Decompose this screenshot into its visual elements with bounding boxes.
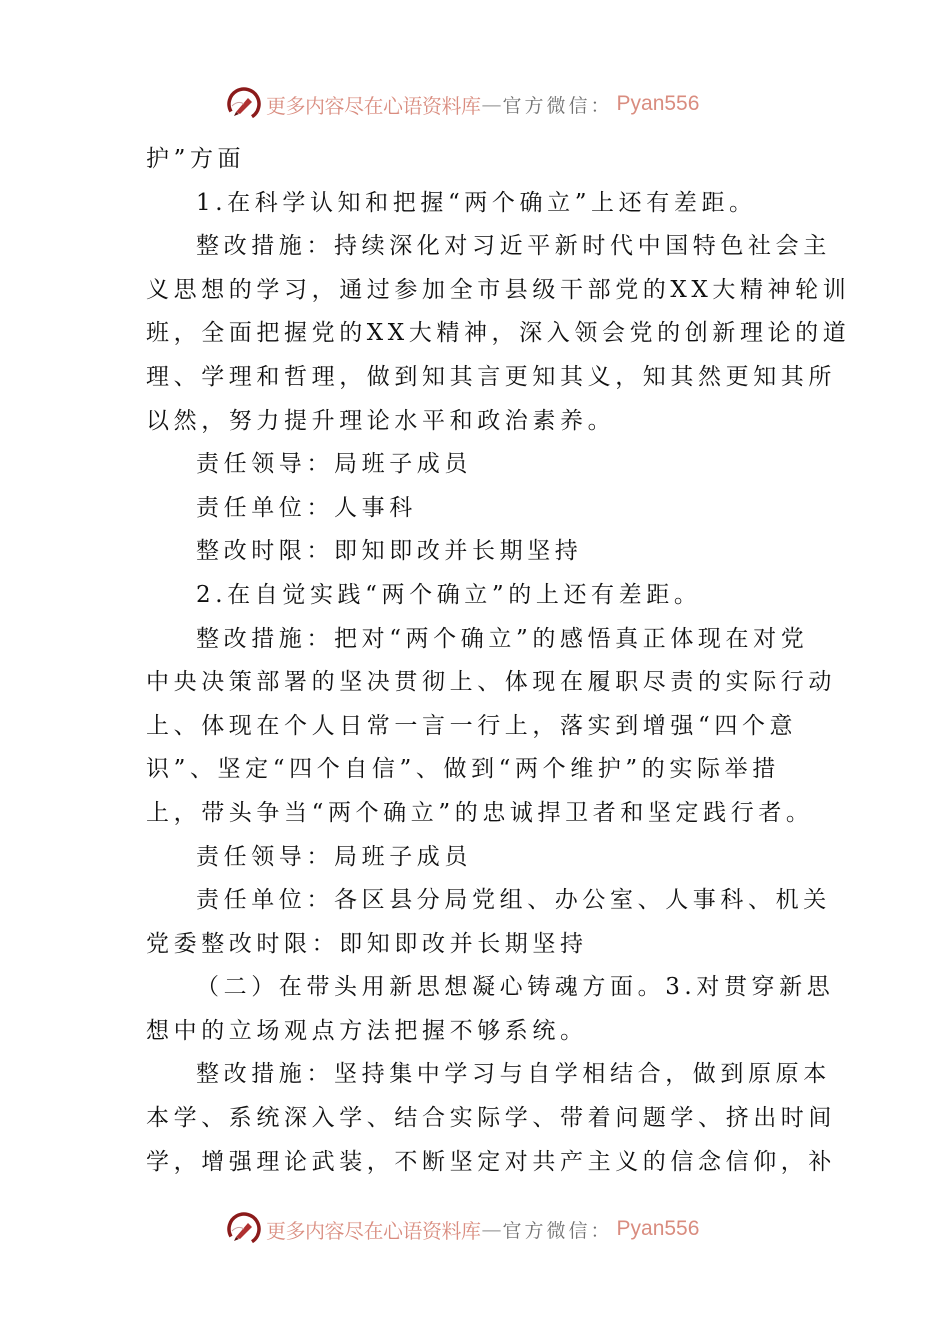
pen-logo-icon [226,86,262,122]
measures-paragraph-1: 整改措施：持续深化对习近平新时代中国特色社会主 [196,233,831,260]
text-line: 上，带头争当“两个确立”的忠诚捍卫者和坚定践行者。 [146,799,814,826]
item-heading-2: 2.在自觉实践“两个确立”的上还有差距。 [196,581,702,608]
text-line: 学，增强理论武装，不断坚定对共产主义的信念信仰，补 [146,1148,836,1175]
responsible-leader: 责任领导：局班子成员 [196,451,472,478]
watermark-separator: — [481,92,502,116]
watermark-wechat-id: Pyan556 [616,92,700,115]
responsible-unit: 责任单位：人事科 [196,494,417,521]
text-line: 以然，努力提升理论水平和政治素养。 [146,407,616,434]
text-line: 本学、系统深入学、结合实际学、带着问题学、挤出时间 [146,1105,836,1132]
pen-logo-icon [226,1211,262,1247]
section-heading-2: （二）在带头用新思想凝心铸魂方面。3.对贯穿新思 [196,974,835,1001]
text-line: 理、学理和哲理，做到知其言更知其义，知其然更知其所 [146,363,836,390]
text-line: 党委整改时限：即知即改并长期坚持 [146,930,588,957]
measures-paragraph-3: 整改措施：坚持集中学习与自学相结合，做到原原本 [196,1061,831,1088]
measures-paragraph-2: 整改措施：把对“两个确立”的感悟真正体现在对党 [196,625,809,652]
watermark-brand: 更多内容尽在心语资料库 [266,1218,481,1243]
deadline: 整改时限：即知即改并长期坚持 [196,538,583,565]
responsible-unit: 责任单位：各区县分局党组、办公室、人事科、机关 [196,887,831,914]
document-body [146,138,851,1184]
responsible-leader: 责任领导：局班子成员 [196,843,472,870]
header-watermark [226,84,699,124]
watermark-wechat-id: Pyan556 [616,1217,700,1240]
watermark-label: 官方微信： [502,1219,613,1242]
text-line: 义思想的学习，通过参加全市县级干部党的XX大精神轮训 [146,276,851,303]
watermark-brand: 更多内容尽在心语资料库 [266,93,481,118]
text-line: 班，全面把握党的XX大精神，深入领会党的创新理论的道 [146,320,851,347]
text-line: 识”、坚定“四个自信”、做到“两个维护”的实际举措 [146,756,780,783]
watermark-label: 官方微信： [502,94,613,117]
text-line: 中央决策部署的坚决贯彻上、体现在履职尽责的实际行动 [146,669,836,696]
text-line: 护”方面 [146,146,246,172]
item-heading-1: 1.在科学认知和把握“两个确立”上还有差距。 [196,189,757,216]
watermark-separator: — [481,1217,502,1241]
text-line: 上、体现在个人日常一言一行上，落实到增强“四个意 [146,712,798,739]
footer-watermark [226,1209,699,1249]
text-line: 想中的立场观点方法把握不够系统。 [146,1017,588,1044]
